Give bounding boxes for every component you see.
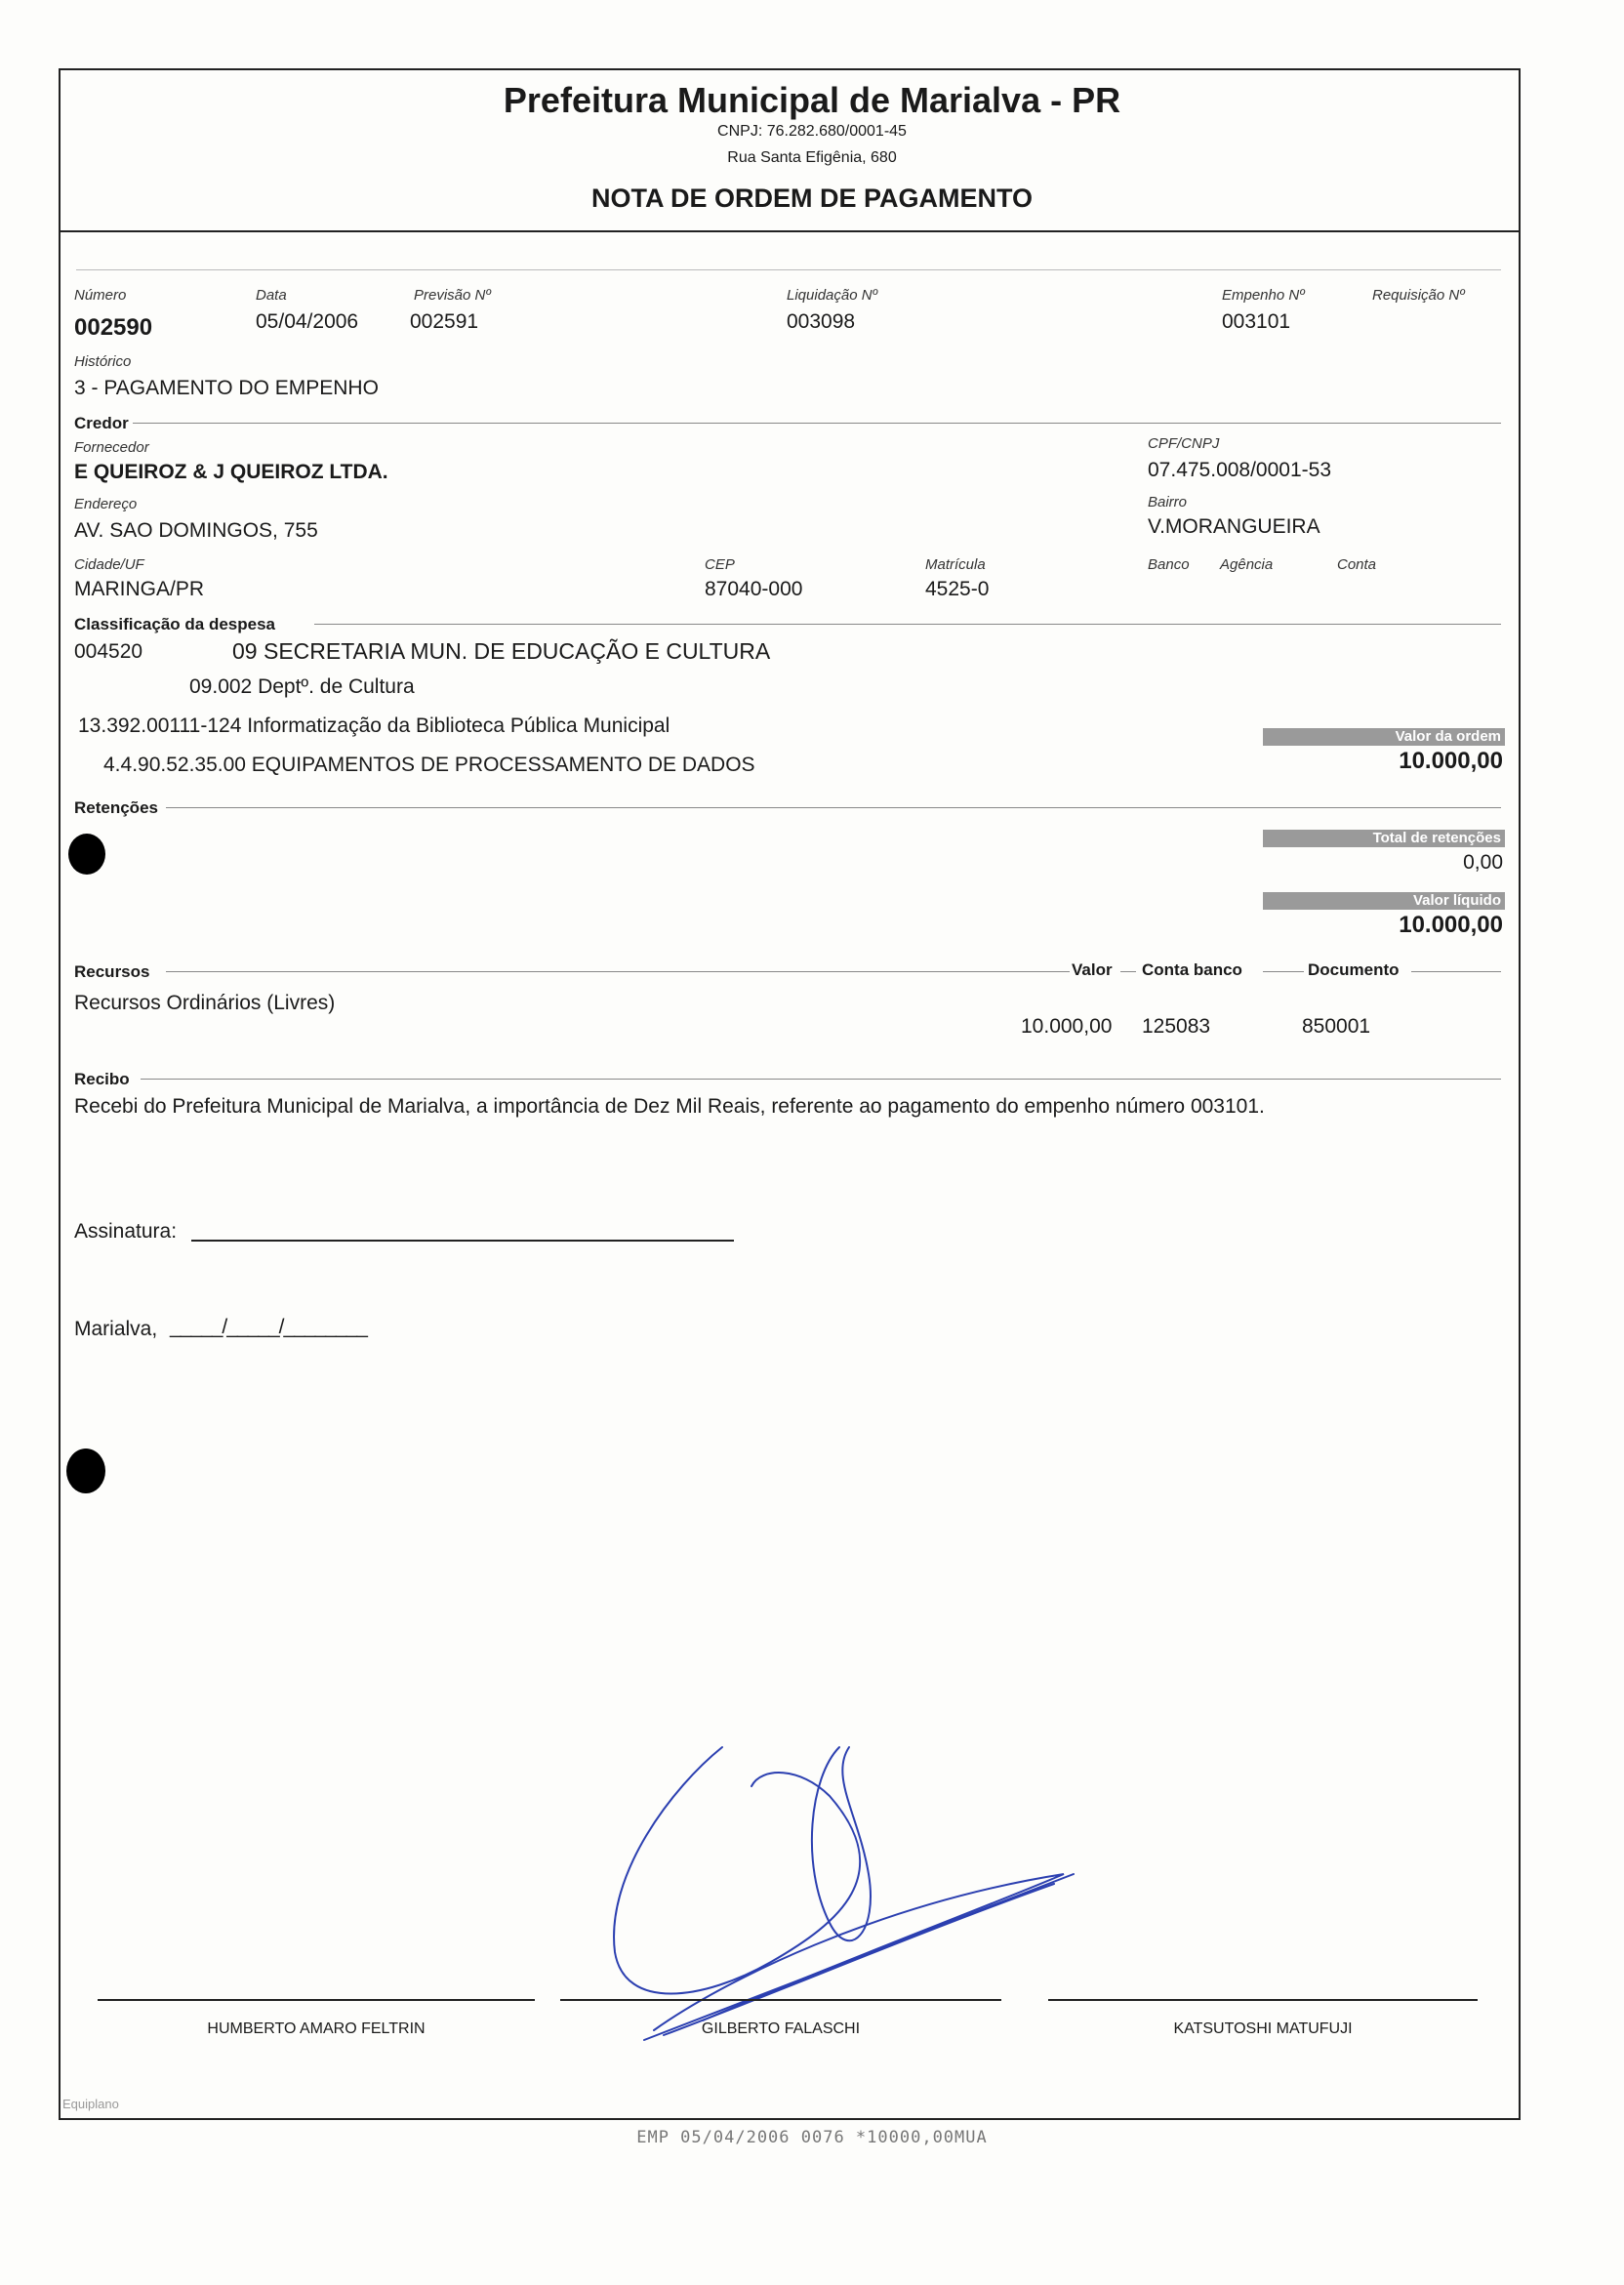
handwritten-signature xyxy=(586,1737,1093,2060)
historico-value: 3 - PAGAMENTO DO EMPENHO xyxy=(74,377,379,399)
punch-hole-mark xyxy=(68,834,105,875)
recibo-text: Recebi do Prefeitura Municipal de Marialva, a importância de Dez Mil Reais, referente ao pagamento do empenho número 003101. xyxy=(74,1095,1265,1118)
numero-value: 002590 xyxy=(74,314,153,341)
agencia-label: Agência xyxy=(1220,556,1274,573)
fornecedor-label: Fornecedor xyxy=(74,439,149,456)
dept-value: 09.002 Deptº. de Cultura xyxy=(189,675,415,698)
data-label: Data xyxy=(256,287,287,304)
punch-hole-mark-2 xyxy=(66,1449,105,1493)
previsao-label: Previsão Nº xyxy=(414,287,491,304)
numero-label: Número xyxy=(74,287,127,304)
endereco-value: AV. SAO DOMINGOS, 755 xyxy=(74,519,318,542)
org-title: Prefeitura Municipal de Marialva - PR xyxy=(503,80,1121,120)
bairro-label: Bairro xyxy=(1148,494,1188,510)
recibo-section: Recibo xyxy=(74,1070,130,1088)
recursos-conta-header: Conta banco xyxy=(1142,960,1242,979)
retencoes-section: Retenções xyxy=(74,798,158,817)
local-label: Marialva, xyxy=(74,1318,158,1340)
recursos-fonte: Recursos Ordinários (Livres) xyxy=(74,992,336,1014)
data-value: 05/04/2006 xyxy=(256,310,359,333)
date-blanks: _____/_____/________ xyxy=(170,1316,367,1338)
conta-label: Conta xyxy=(1337,556,1377,573)
credor-section: Credor xyxy=(74,414,129,432)
credor-rule xyxy=(133,423,1501,424)
classificacao-code: 004520 xyxy=(74,640,143,663)
org-address: Rua Santa Efigênia, 680 xyxy=(727,149,897,166)
bairro-value: V.MORANGUEIRA xyxy=(1148,515,1320,538)
previsao-value: 002591 xyxy=(410,310,479,333)
recursos-conta: 125083 xyxy=(1142,1015,1211,1038)
recursos-documento-header: Documento xyxy=(1308,960,1400,979)
assinatura-label: Assinatura: xyxy=(74,1220,178,1243)
empenho-value: 003101 xyxy=(1222,310,1291,333)
valor-liquido-value: 10.000,00 xyxy=(1399,912,1503,938)
fornecedor-value: E QUEIROZ & J QUEIROZ LTDA. xyxy=(74,461,388,483)
projeto-value: 13.392.00111-124 Informatização da Biblioteca Pública Municipal xyxy=(78,714,670,737)
valor-ordem-value: 10.000,00 xyxy=(1399,748,1503,774)
recursos-rule-4 xyxy=(1411,971,1501,972)
top-rule xyxy=(76,269,1501,270)
total-retencoes-label: Total de retenções xyxy=(1263,830,1505,847)
recursos-valor: 10.000,00 xyxy=(1021,1015,1113,1038)
liquidacao-label: Liquidação Nº xyxy=(787,287,878,304)
historico-label: Histórico xyxy=(74,353,132,370)
classificacao-rule xyxy=(314,624,1501,625)
elemento-value: 4.4.90.52.35.00 EQUIPAMENTOS DE PROCESSAMENTO DE DADOS xyxy=(103,754,755,776)
cpf-value: 07.475.008/0001-53 xyxy=(1148,459,1332,481)
header-divider xyxy=(61,230,1519,232)
assinatura-line xyxy=(191,1240,734,1242)
signature-line-3 xyxy=(1048,1999,1478,2001)
valor-liquido-label: Valor líquido xyxy=(1263,892,1505,910)
recursos-rule-3 xyxy=(1263,971,1304,972)
bank-stamp: EMP 05/04/2006 0076 *10000,00MUA xyxy=(636,2128,988,2147)
banco-label: Banco xyxy=(1148,556,1190,573)
document-title: NOTA DE ORDEM DE PAGAMENTO xyxy=(590,184,1033,213)
recursos-section: Recursos xyxy=(74,962,150,981)
recursos-rule xyxy=(166,971,1070,972)
valor-ordem-label: Valor da ordem xyxy=(1263,728,1505,746)
cep-value: 87040-000 xyxy=(705,578,803,600)
cpf-label: CPF/CNPJ xyxy=(1148,435,1220,452)
signature-line-2 xyxy=(560,1999,1001,2001)
recibo-rule xyxy=(141,1079,1501,1080)
equiplano-brand: Equiplano xyxy=(62,2097,119,2111)
secretaria-value: 09 SECRETARIA MUN. DE EDUCAÇÃO E CULTURA xyxy=(232,638,771,664)
signature-line-1 xyxy=(98,1999,535,2001)
signatory-3: KATSUTOSHI MATUFUJI xyxy=(1173,2020,1353,2037)
empenho-label: Empenho Nº xyxy=(1222,287,1305,304)
cidade-label: Cidade/UF xyxy=(74,556,144,573)
recursos-valor-header: Valor xyxy=(1072,960,1113,979)
cidade-value: MARINGA/PR xyxy=(74,578,205,600)
recursos-rule-2 xyxy=(1120,971,1136,972)
retencoes-rule xyxy=(166,807,1501,808)
liquidacao-value: 003098 xyxy=(787,310,856,333)
cep-label: CEP xyxy=(705,556,735,573)
signatory-1: HUMBERTO AMARO FELTRIN xyxy=(207,2020,426,2037)
classificacao-section: Classificação da despesa xyxy=(74,615,276,633)
total-retencoes-value: 0,00 xyxy=(1463,851,1503,874)
matricula-value: 4525-0 xyxy=(925,578,990,600)
endereco-label: Endereço xyxy=(74,496,138,512)
matricula-label: Matrícula xyxy=(925,556,986,573)
org-cnpj: CNPJ: 76.282.680/0001-45 xyxy=(717,123,907,140)
requisicao-label: Requisição Nº xyxy=(1372,287,1465,304)
recursos-documento: 850001 xyxy=(1302,1015,1371,1038)
signatory-2: GILBERTO FALASCHI xyxy=(701,2020,861,2037)
